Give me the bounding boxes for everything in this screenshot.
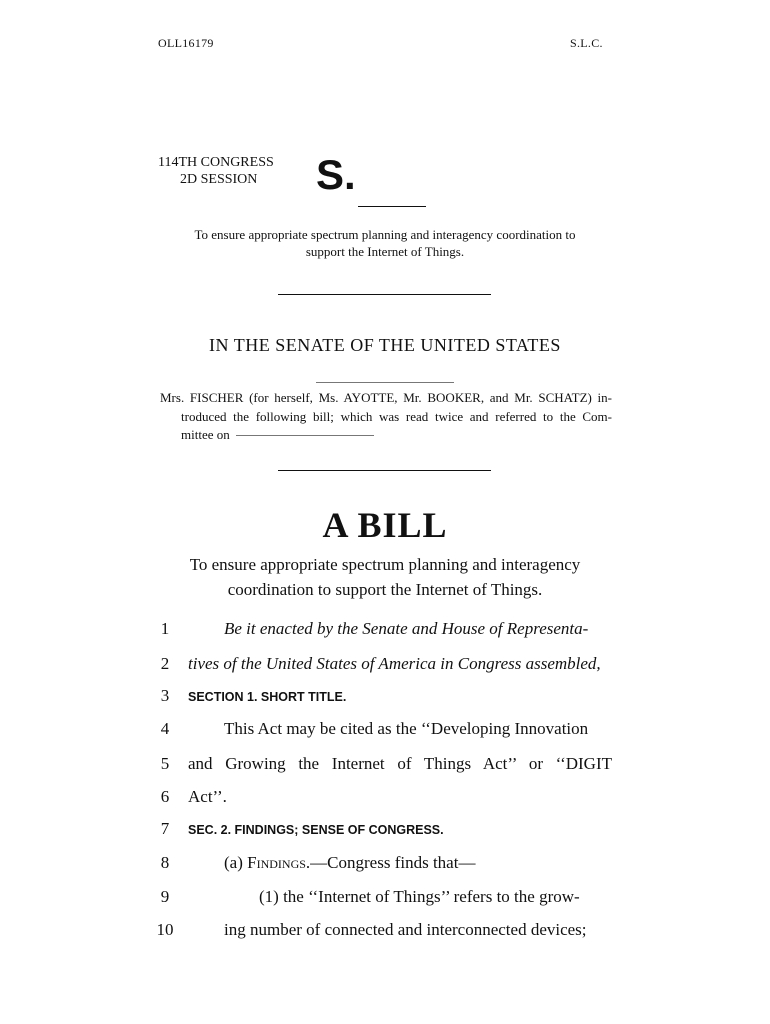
bill-number-blank (358, 206, 426, 207)
findings-intro: (a) Findings.—Congress finds that— (224, 853, 476, 872)
chamber-heading: IN THE SENATE OF THE UNITED STATES (209, 335, 561, 355)
section-2-heading: SEC. 2. FINDINGS; SENSE OF CONGRESS. (188, 823, 444, 837)
committee-blank (236, 435, 374, 436)
intro-line-3-text: mittee on (181, 427, 230, 442)
long-purpose-line-1: To ensure appropriate spectrum planning and interagency (189, 555, 581, 574)
bill-title: A BILL (322, 505, 448, 545)
congress-number: 114TH CONGRESS (158, 155, 274, 170)
line-number: 9 (160, 887, 170, 906)
line-number: 7 (160, 819, 170, 838)
line-number: 10 (156, 920, 174, 939)
section-1-text-line-3: Act’’. (188, 787, 227, 806)
line-number: 4 (160, 719, 170, 738)
line-number: 3 (160, 686, 170, 705)
section-1-text-line-1: This Act may be cited as the ‘‘Developing Innovation (224, 719, 589, 738)
enacting-clause-line-2: tives of the United States of America in Congress assembled, (188, 654, 601, 673)
line-number: 6 (160, 787, 170, 806)
intro-line-2: troduced the following bill; which was read twice and referred to the Com- (181, 408, 612, 424)
date-blank (316, 382, 454, 383)
intro-line-3 (160, 426, 612, 445)
line-number: 1 (160, 619, 170, 638)
short-purpose (150, 227, 620, 260)
short-purpose-line-2: support the Internet of Things. (305, 243, 465, 259)
short-purpose-line-1: To ensure appropriate spectrum planning and interagency coordination to (194, 227, 576, 242)
finding-1-line-1: (1) the ‘‘Internet of Things’’ refers to the grow- (259, 887, 580, 906)
document-id: OLL16179 (158, 36, 214, 50)
enacting-clause-line-1: Be it enacted by the Senate and House of Representa- (224, 619, 589, 638)
section-1-text-line-2: and Growing the Internet of Things Act’’ or ‘‘DIGIT (188, 754, 612, 773)
long-purpose-line-2: coordination to support the Internet of Things. (227, 580, 543, 599)
divider-top (278, 294, 491, 295)
findings-label: Findings (247, 853, 306, 872)
finding-1-line-2: ing number of connected and interconnected devices; (224, 920, 587, 939)
intro-line-1: Mrs. FISCHER (for herself, Ms. AYOTTE, Mr. BOOKER, and Mr. SCHATZ) in- (160, 390, 612, 405)
bill-prefix: S. (316, 151, 356, 198)
divider-bottom (278, 470, 491, 471)
office-code: S.L.C. (570, 36, 603, 50)
line-number: 8 (160, 853, 170, 872)
line-number: 2 (160, 654, 170, 673)
line-number: 5 (160, 754, 170, 773)
session-number: 2D SESSION (180, 172, 258, 187)
long-purpose (150, 552, 620, 602)
section-1-heading: SECTION 1. SHORT TITLE. (188, 690, 347, 704)
introduction-paragraph (160, 389, 612, 445)
